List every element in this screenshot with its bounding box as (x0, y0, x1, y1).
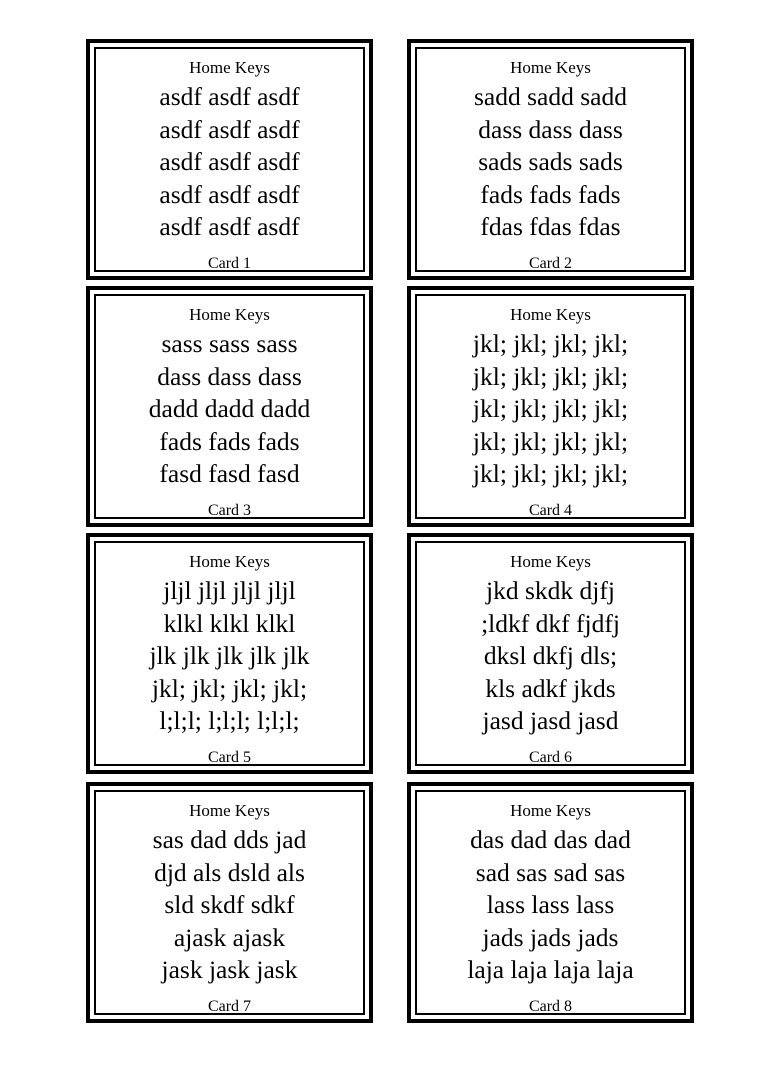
card-4 (407, 286, 694, 527)
card-title: Home Keys (510, 305, 591, 324)
practice-line: asdf asdf asdf (159, 114, 300, 144)
practice-line: dadd dadd dadd (148, 394, 311, 423)
card-content (90, 537, 369, 770)
card-lines (411, 824, 690, 987)
practice-line: jkd skdk djfj (486, 576, 615, 605)
card-number: Card 5 (207, 749, 252, 766)
card-content (411, 290, 690, 523)
practice-line: laja laja laja laja (467, 955, 634, 984)
practice-line: dass dass dass (157, 361, 302, 391)
practice-line: sad sas sad sas (475, 857, 626, 887)
card-content (411, 537, 690, 770)
practice-line: djd als dsld als (154, 857, 305, 887)
card-lines (90, 575, 369, 738)
practice-line: klkl klkl klkl (163, 608, 296, 638)
practice-line: fasd fasd fasd (159, 459, 300, 488)
card-8 (407, 782, 694, 1023)
card-number: Card 7 (207, 998, 252, 1015)
card-6 (407, 533, 694, 774)
card-lines (411, 81, 690, 244)
practice-line: jkl; jkl; jkl; jkl; (151, 673, 308, 703)
card-2 (407, 39, 694, 280)
practice-line: asdf asdf asdf (159, 147, 300, 176)
practice-line: asdf asdf asdf (159, 212, 300, 241)
practice-line: ;ldkf dkf fjdfj (481, 608, 620, 638)
card-number: Card 3 (207, 502, 252, 519)
card-title: Home Keys (510, 552, 591, 571)
card-number: Card 8 (528, 998, 573, 1015)
card-title: Home Keys (189, 801, 270, 820)
card-content (411, 43, 690, 276)
practice-line: fads fads fads (159, 426, 300, 456)
practice-line: ajask ajask (173, 922, 286, 952)
practice-line: sas dad dds jad (152, 825, 307, 854)
card-title: Home Keys (510, 58, 591, 77)
card-lines (90, 328, 369, 491)
practice-line: l;l;l; l;l;l; l;l;l; (159, 706, 300, 735)
practice-line: das dad das dad (470, 825, 631, 854)
card-number: Card 4 (528, 502, 573, 519)
practice-line: lass lass lass (486, 890, 615, 919)
practice-line: sadd sadd sadd (474, 82, 627, 111)
card-lines (411, 575, 690, 738)
practice-line: jkl; jkl; jkl; jkl; (472, 426, 629, 456)
card-content (90, 290, 369, 523)
practice-line: jljl jljl jljl jljl (163, 576, 296, 605)
practice-line: kls adkf jkds (485, 673, 616, 703)
practice-line: jkl; jkl; jkl; jkl; (472, 459, 629, 488)
practice-line: jasd jasd jasd (482, 706, 619, 735)
practice-line: fads fads fads (480, 179, 621, 209)
card-lines (90, 824, 369, 987)
card-title: Home Keys (189, 58, 270, 77)
card-lines (90, 81, 369, 244)
card-number: Card 6 (528, 749, 573, 766)
card-number: Card 1 (207, 255, 252, 272)
card-lines (411, 328, 690, 491)
card-title: Home Keys (510, 801, 591, 820)
practice-line: sld skdf sdkf (164, 890, 295, 919)
card-content (90, 786, 369, 1019)
practice-line: jads jads jads (482, 922, 619, 952)
practice-line: asdf asdf asdf (159, 179, 300, 209)
practice-line: asdf asdf asdf (159, 82, 300, 111)
practice-line: dass dass dass (478, 114, 623, 144)
card-number: Card 2 (528, 255, 573, 272)
practice-line: sass sass sass (161, 329, 298, 358)
practice-line: dksl dkfj dls; (483, 641, 618, 670)
practice-line: jkl; jkl; jkl; jkl; (472, 329, 629, 358)
card-3 (86, 286, 373, 527)
card-title: Home Keys (189, 552, 270, 571)
practice-line: jkl; jkl; jkl; jkl; (472, 361, 629, 391)
practice-line: sads sads sads (478, 147, 623, 176)
card-title: Home Keys (189, 305, 270, 324)
practice-line: jkl; jkl; jkl; jkl; (472, 394, 629, 423)
practice-line: jlk jlk jlk jlk jlk (149, 641, 310, 670)
card-1 (86, 39, 373, 280)
card-7 (86, 782, 373, 1023)
practice-line: jask jask jask (161, 955, 298, 984)
card-content (90, 43, 369, 276)
card-5 (86, 533, 373, 774)
card-content (411, 786, 690, 1019)
practice-line: fdas fdas fdas (480, 212, 621, 241)
